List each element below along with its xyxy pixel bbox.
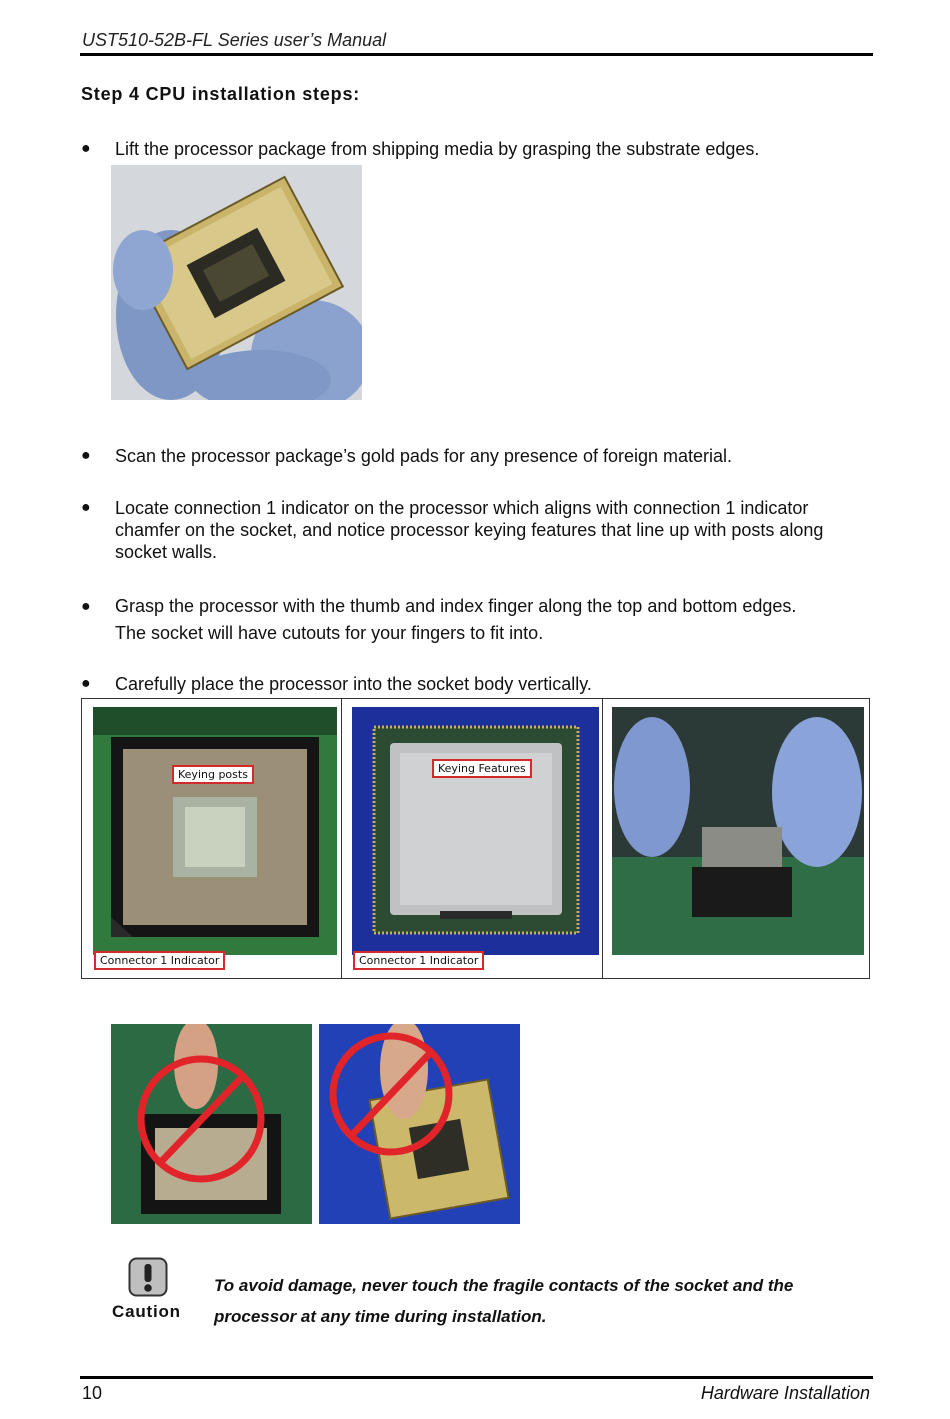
exclamation-icon <box>128 1257 168 1297</box>
footer-rule <box>80 1376 873 1379</box>
caution-label: Caution <box>112 1302 181 1321</box>
keying-features-label: Keying Features <box>432 759 532 778</box>
keying-posts-label: Keying posts <box>172 765 254 784</box>
installation-figure-grid <box>81 698 870 979</box>
cell-divider <box>602 699 603 978</box>
cell-divider <box>341 699 342 978</box>
caution-text <box>214 1270 834 1332</box>
bullet-item <box>81 593 797 647</box>
no-touch-cpu-photo <box>319 1024 520 1224</box>
caution-text-content: To avoid damage, never touch the fragile contacts of the socket and the processor at any time during installation. <box>214 1276 794 1326</box>
bullet-symbol: ● <box>81 447 91 464</box>
header-rule <box>80 53 873 56</box>
section-title: Step 4 CPU installation steps: <box>81 84 361 104</box>
no-touch-socket-photo <box>111 1024 312 1224</box>
socket-connector-label: Connector 1 Indicator <box>94 951 225 970</box>
footer-section: Hardware Installation <box>700 1383 870 1403</box>
bullet-text: Grasp the processor with the thumb and index finger along the top and bottom edges. The socket will have cutouts for your fingers to fit into. <box>115 596 797 643</box>
page-number: 10 <box>82 1383 103 1403</box>
bullet-symbol: ● <box>81 499 91 516</box>
bullet-text: Carefully place the processor into the socket body vertically. <box>115 674 592 694</box>
bullet-item <box>81 673 592 695</box>
bullet-symbol: ● <box>81 140 91 157</box>
socket-keying-photo <box>93 707 337 955</box>
bullet-item <box>81 138 760 160</box>
cpu-connector-label: Connector 1 Indicator <box>353 951 484 970</box>
cpu-placement-photo <box>612 707 864 955</box>
bullet-symbol: ● <box>81 598 91 615</box>
bullet-text: Scan the processor package’s gold pads for any presence of foreign material. <box>115 446 733 466</box>
cpu-held-photo <box>111 165 362 400</box>
bullet-item <box>81 497 824 563</box>
cpu-keying-photo <box>352 707 599 955</box>
bullet-item <box>81 445 733 467</box>
bullet-symbol: ● <box>81 675 91 692</box>
bullet-text: Lift the processor package from shipping media by grasping the substrate edges. <box>115 139 760 159</box>
header-title: UST510-52B-FL Series user’s Manual <box>82 30 387 50</box>
bullet-text: Locate connection 1 indicator on the processor which aligns with connection 1 indicator chamfer on the socket, and notice processor keying features that line up with posts along socket walls. <box>115 498 824 562</box>
